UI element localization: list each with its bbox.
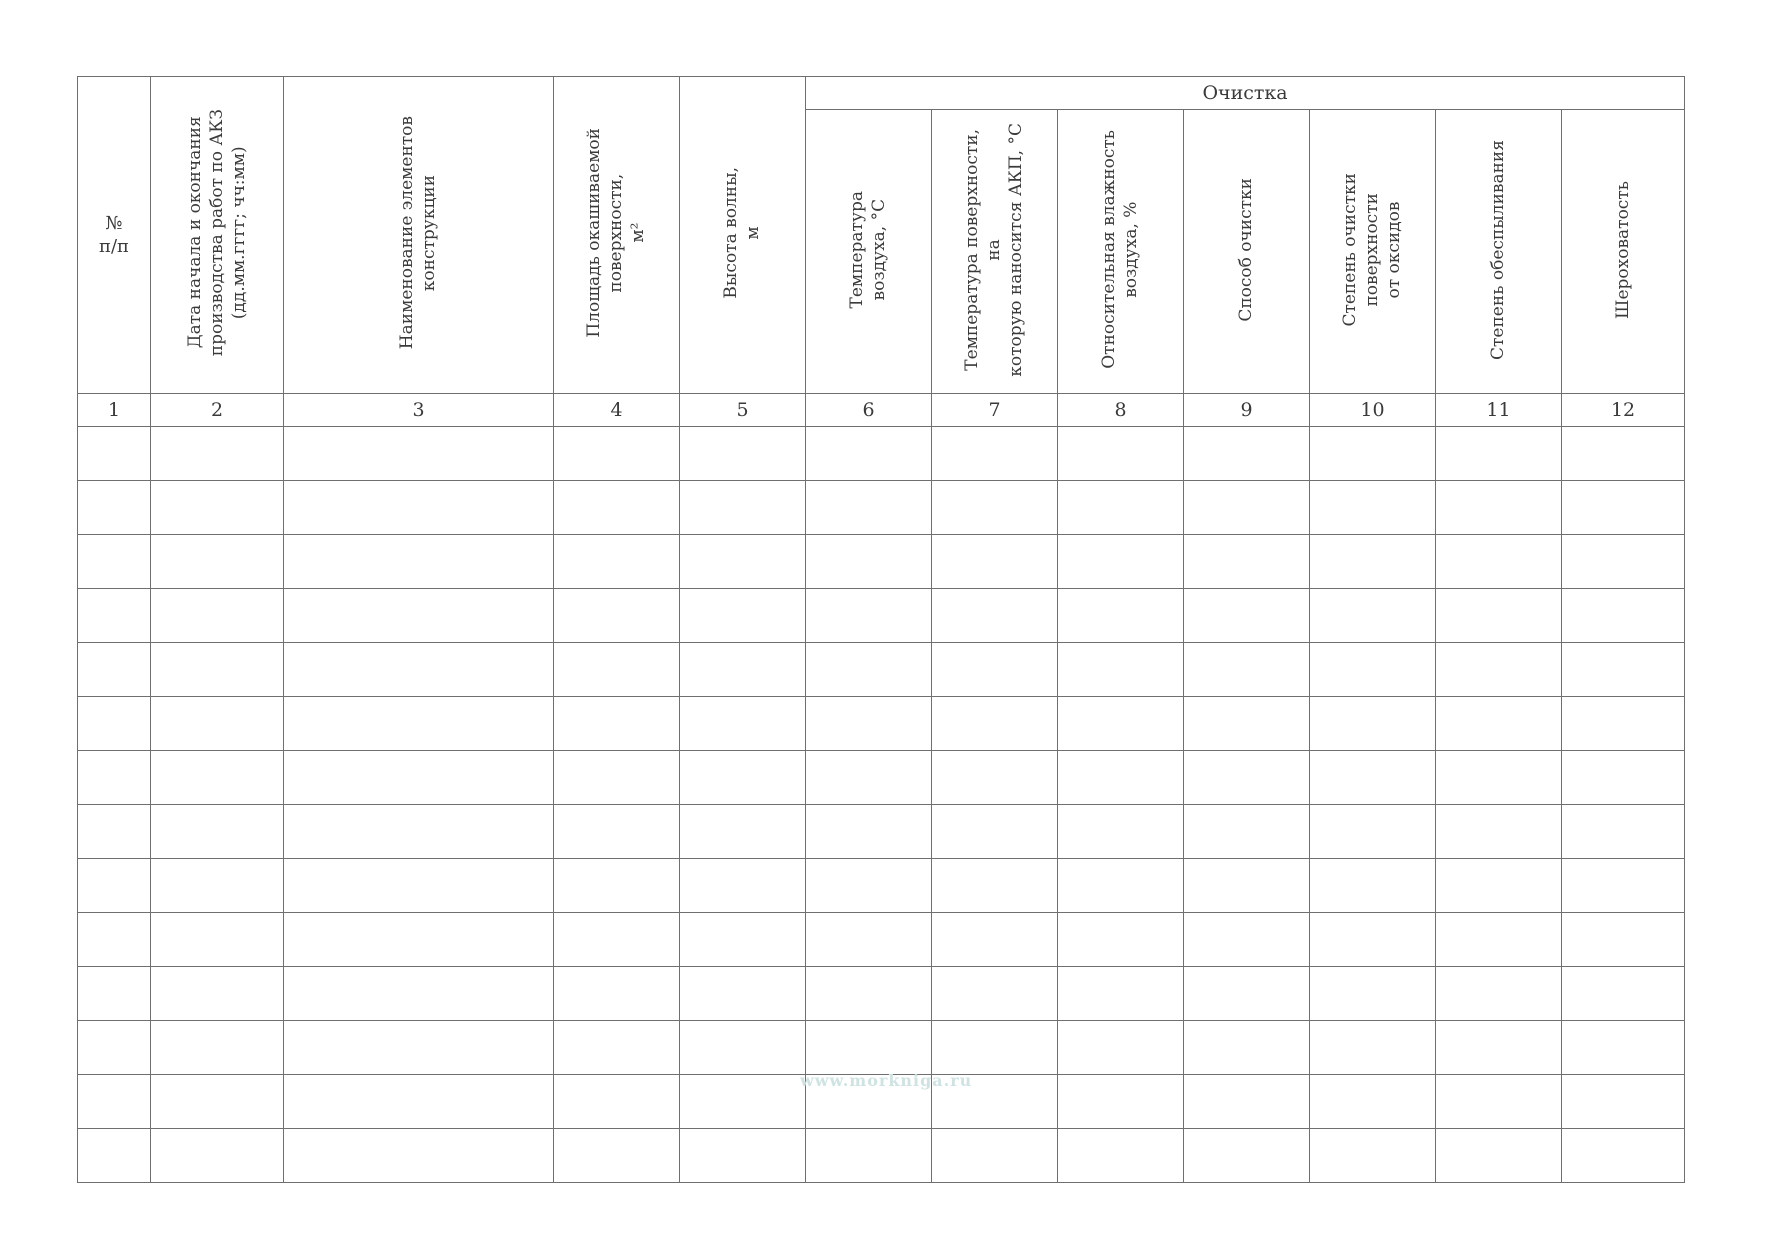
- table-cell[interactable]: [284, 589, 554, 643]
- table-cell[interactable]: [1562, 1021, 1685, 1075]
- table-cell[interactable]: [1058, 859, 1184, 913]
- header-text-12: Шероховатость: [1613, 180, 1633, 319]
- table-cell[interactable]: [1184, 1021, 1310, 1075]
- table-cell[interactable]: [1184, 1075, 1310, 1129]
- header-cell-4: [554, 77, 680, 394]
- table-cell[interactable]: [806, 643, 932, 697]
- column-number-row: [78, 394, 1685, 427]
- column-number: 1: [78, 394, 151, 427]
- table-cell[interactable]: [284, 1021, 554, 1075]
- table-cell[interactable]: [554, 1129, 680, 1183]
- table-cell[interactable]: [554, 751, 680, 805]
- table-cell[interactable]: [78, 913, 151, 967]
- table-cell[interactable]: [932, 1129, 1058, 1183]
- table-row: [78, 481, 1685, 535]
- table-cell[interactable]: [680, 589, 806, 643]
- table-cell[interactable]: [932, 643, 1058, 697]
- table-cell[interactable]: [1184, 859, 1310, 913]
- table-cell[interactable]: [554, 1075, 680, 1129]
- table-cell[interactable]: [284, 967, 554, 1021]
- header-cell-12: [1562, 110, 1685, 394]
- table-cell[interactable]: [680, 859, 806, 913]
- table-cell[interactable]: [1184, 427, 1310, 481]
- table-cell[interactable]: [78, 1021, 151, 1075]
- table-cell[interactable]: [806, 751, 932, 805]
- header-text-4: Площадь окашиваемой поверхности, м²: [584, 128, 649, 338]
- table-cell[interactable]: [554, 1021, 680, 1075]
- table-cell[interactable]: [680, 751, 806, 805]
- header-cell-3: [284, 77, 554, 394]
- table-cell[interactable]: [1310, 751, 1436, 805]
- table-cell[interactable]: [1310, 697, 1436, 751]
- column-number: 4: [554, 394, 680, 427]
- header-text-7: Температура поверхности, на которую наносится АКП, °С: [962, 122, 1027, 377]
- table-cell[interactable]: [1562, 859, 1685, 913]
- table-cell[interactable]: [1184, 481, 1310, 535]
- table-cell[interactable]: [1562, 913, 1685, 967]
- table-row: [78, 805, 1685, 859]
- table-cell[interactable]: [932, 751, 1058, 805]
- table-cell[interactable]: [932, 967, 1058, 1021]
- table-cell[interactable]: [1310, 427, 1436, 481]
- table-cell[interactable]: [1058, 913, 1184, 967]
- table-cell[interactable]: [151, 481, 284, 535]
- column-number: 6: [806, 394, 932, 427]
- table-cell[interactable]: [151, 697, 284, 751]
- table-cell[interactable]: [284, 913, 554, 967]
- column-number: 12: [1562, 394, 1685, 427]
- table-cell[interactable]: [1058, 643, 1184, 697]
- header-text-1: № п/п: [98, 212, 130, 257]
- table-cell[interactable]: [680, 805, 806, 859]
- table-cell[interactable]: [554, 697, 680, 751]
- watermark: www.morkniga.ru: [800, 1071, 973, 1090]
- table-cell[interactable]: [1562, 1075, 1685, 1129]
- table-cell[interactable]: [1058, 751, 1184, 805]
- table-cell[interactable]: [1184, 589, 1310, 643]
- table-cell[interactable]: [1436, 859, 1562, 913]
- table-cell[interactable]: [1058, 589, 1184, 643]
- table-cell[interactable]: [932, 481, 1058, 535]
- table-cell[interactable]: [554, 805, 680, 859]
- table-cell[interactable]: [78, 1129, 151, 1183]
- table-cell[interactable]: [1436, 643, 1562, 697]
- header-cell-10: [1310, 110, 1436, 394]
- table-cell[interactable]: [78, 751, 151, 805]
- table-cell[interactable]: [806, 481, 932, 535]
- table-cell[interactable]: [1436, 481, 1562, 535]
- table-cell[interactable]: [284, 427, 554, 481]
- table-cell[interactable]: [1436, 1129, 1562, 1183]
- table-cell[interactable]: [1562, 589, 1685, 643]
- table-cell[interactable]: [1058, 481, 1184, 535]
- column-number: 9: [1184, 394, 1310, 427]
- table-cell[interactable]: [284, 697, 554, 751]
- table-cell[interactable]: [1058, 805, 1184, 859]
- table-cell[interactable]: [1310, 967, 1436, 1021]
- table-cell[interactable]: [1184, 913, 1310, 967]
- header-text-9: Способ очистки: [1236, 177, 1257, 322]
- table-cell[interactable]: [1436, 697, 1562, 751]
- table-cell[interactable]: [1058, 535, 1184, 589]
- table-cell[interactable]: [932, 913, 1058, 967]
- table-row: [78, 697, 1685, 751]
- table-row: [78, 1021, 1685, 1075]
- table-cell[interactable]: [284, 1075, 554, 1129]
- table-row: [78, 859, 1685, 913]
- header-cell-1: [78, 77, 151, 394]
- table-cell[interactable]: [1058, 697, 1184, 751]
- table-cell[interactable]: [1310, 1129, 1436, 1183]
- table-cell[interactable]: [78, 589, 151, 643]
- header-text-11: Степень обеспыливания: [1488, 139, 1509, 360]
- table-cell[interactable]: [1436, 1021, 1562, 1075]
- table-cell[interactable]: [932, 1021, 1058, 1075]
- table-cell[interactable]: [680, 1075, 806, 1129]
- table-cell[interactable]: [151, 913, 284, 967]
- table-cell[interactable]: [1562, 697, 1685, 751]
- table-cell[interactable]: [932, 859, 1058, 913]
- table-cell[interactable]: [284, 643, 554, 697]
- table-cell[interactable]: [680, 913, 806, 967]
- column-number: 5: [680, 394, 806, 427]
- table-cell[interactable]: [680, 481, 806, 535]
- table-cell[interactable]: [680, 427, 806, 481]
- table-cell[interactable]: [151, 1021, 284, 1075]
- table-row: [78, 535, 1685, 589]
- table-cell[interactable]: [554, 481, 680, 535]
- table-cell[interactable]: [1310, 589, 1436, 643]
- table-cell[interactable]: [284, 535, 554, 589]
- table-cell[interactable]: [78, 481, 151, 535]
- table-cell[interactable]: [1058, 427, 1184, 481]
- header-text-3: Наименование элементов конструкции: [397, 116, 440, 350]
- table-row: [78, 751, 1685, 805]
- table-cell[interactable]: [1436, 805, 1562, 859]
- table-row: [78, 913, 1685, 967]
- table-cell[interactable]: [1310, 535, 1436, 589]
- table-cell[interactable]: [1058, 1021, 1184, 1075]
- table-cell[interactable]: [151, 967, 284, 1021]
- table-cell[interactable]: [1184, 805, 1310, 859]
- table-cell[interactable]: [1310, 913, 1436, 967]
- table-cell[interactable]: [1562, 805, 1685, 859]
- header-cell-9: [1184, 110, 1310, 394]
- table-cell[interactable]: [78, 535, 151, 589]
- header-cell-2: [151, 77, 284, 394]
- header-text-5: Высота волны, м: [721, 167, 764, 299]
- column-number: 2: [151, 394, 284, 427]
- table-cell[interactable]: [1058, 967, 1184, 1021]
- table-cell[interactable]: [151, 751, 284, 805]
- table-cell[interactable]: [1310, 643, 1436, 697]
- header-text-10: Степень очистки поверхности от оксидов: [1340, 172, 1405, 327]
- table-cell[interactable]: [284, 481, 554, 535]
- table-cell[interactable]: [932, 535, 1058, 589]
- header-cell-11: [1436, 110, 1562, 394]
- table-cell[interactable]: [1562, 1129, 1685, 1183]
- table-cell[interactable]: [78, 643, 151, 697]
- table-cell[interactable]: [1436, 1075, 1562, 1129]
- table-cell[interactable]: [554, 643, 680, 697]
- table-cell[interactable]: [806, 1129, 932, 1183]
- table-cell[interactable]: [1562, 751, 1685, 805]
- table-cell[interactable]: [806, 967, 932, 1021]
- table-cell[interactable]: [932, 427, 1058, 481]
- table-cell[interactable]: [1562, 427, 1685, 481]
- table-cell[interactable]: [1562, 643, 1685, 697]
- table-cell[interactable]: [806, 859, 932, 913]
- table-cell[interactable]: [1436, 751, 1562, 805]
- table-cell[interactable]: [1436, 427, 1562, 481]
- table-cell[interactable]: [932, 805, 1058, 859]
- table-cell[interactable]: [1310, 859, 1436, 913]
- table-cell[interactable]: [680, 643, 806, 697]
- table-cell[interactable]: [1310, 1075, 1436, 1129]
- table-cell[interactable]: [1184, 967, 1310, 1021]
- table-cell[interactable]: [932, 589, 1058, 643]
- table-cell[interactable]: [1310, 805, 1436, 859]
- table-cell[interactable]: [554, 535, 680, 589]
- table-cell[interactable]: [151, 535, 284, 589]
- table-cell[interactable]: [806, 697, 932, 751]
- table-cell[interactable]: [1184, 1129, 1310, 1183]
- table-row: [78, 427, 1685, 481]
- table-cell[interactable]: [1436, 967, 1562, 1021]
- table-cell[interactable]: [151, 1075, 284, 1129]
- table-cell[interactable]: [78, 805, 151, 859]
- table-cell[interactable]: [554, 913, 680, 967]
- table-cell[interactable]: [1058, 1075, 1184, 1129]
- table-cell[interactable]: [680, 1021, 806, 1075]
- table-cell[interactable]: [1562, 481, 1685, 535]
- table-cell[interactable]: [284, 805, 554, 859]
- table-cell[interactable]: [78, 859, 151, 913]
- table-cell[interactable]: [78, 697, 151, 751]
- table-cell[interactable]: [151, 805, 284, 859]
- table-cell[interactable]: [284, 1129, 554, 1183]
- table-cell[interactable]: [151, 589, 284, 643]
- table-cell[interactable]: [78, 967, 151, 1021]
- table-cell[interactable]: [1184, 643, 1310, 697]
- table-row: [78, 643, 1685, 697]
- table-cell[interactable]: [1058, 1129, 1184, 1183]
- table-cell[interactable]: [151, 427, 284, 481]
- work-journal-table: [77, 76, 1685, 1183]
- table-cell[interactable]: [680, 1129, 806, 1183]
- header-text-8: Относительная влажность воздуха, %: [1099, 130, 1142, 369]
- table-cell[interactable]: [554, 427, 680, 481]
- table-cell[interactable]: [1310, 1021, 1436, 1075]
- table-cell[interactable]: [806, 913, 932, 967]
- journal-body: [78, 394, 1685, 1183]
- column-number: 10: [1310, 394, 1436, 427]
- column-number: 11: [1436, 394, 1562, 427]
- header-cell-8: [1058, 110, 1184, 394]
- table-cell[interactable]: [806, 427, 932, 481]
- table-row: [78, 589, 1685, 643]
- table-cell[interactable]: [78, 427, 151, 481]
- column-number: 8: [1058, 394, 1184, 427]
- table-cell[interactable]: [1184, 751, 1310, 805]
- table-cell[interactable]: [151, 859, 284, 913]
- table-cell[interactable]: [806, 1021, 932, 1075]
- header-cell-6: [806, 110, 932, 394]
- table-cell[interactable]: [1436, 913, 1562, 967]
- table-cell[interactable]: [554, 589, 680, 643]
- table-cell[interactable]: [151, 1129, 284, 1183]
- table-cell[interactable]: [806, 805, 932, 859]
- table-cell[interactable]: [680, 535, 806, 589]
- table-cell[interactable]: [806, 535, 932, 589]
- table-cell[interactable]: [554, 967, 680, 1021]
- header-cell-5: [680, 77, 806, 394]
- table-row: [78, 1129, 1685, 1183]
- table-cell[interactable]: [1562, 967, 1685, 1021]
- header-text-2: Дата начала и окончания производства работ по АКЗ (дд.мм.гггг; чч:мм): [184, 109, 250, 357]
- table-cell[interactable]: [680, 697, 806, 751]
- table-cell[interactable]: [78, 1075, 151, 1129]
- column-number: 7: [932, 394, 1058, 427]
- table-cell[interactable]: [1184, 535, 1310, 589]
- table-cell[interactable]: [932, 697, 1058, 751]
- table-cell[interactable]: [806, 589, 932, 643]
- table-cell[interactable]: [1436, 535, 1562, 589]
- table-cell[interactable]: [1310, 481, 1436, 535]
- header-cell-7: [932, 110, 1058, 394]
- table-cell[interactable]: [284, 859, 554, 913]
- table-cell[interactable]: [1436, 589, 1562, 643]
- table-cell[interactable]: [284, 751, 554, 805]
- table-cell[interactable]: [1562, 535, 1685, 589]
- table-cell[interactable]: [1184, 697, 1310, 751]
- table-cell[interactable]: [554, 859, 680, 913]
- column-number: 3: [284, 394, 554, 427]
- group-header-cleaning: Очистка: [806, 77, 1685, 110]
- table-row: [78, 967, 1685, 1021]
- table-cell[interactable]: [680, 967, 806, 1021]
- table-cell[interactable]: [151, 643, 284, 697]
- header-text-6: Температура воздуха, °С: [847, 190, 890, 309]
